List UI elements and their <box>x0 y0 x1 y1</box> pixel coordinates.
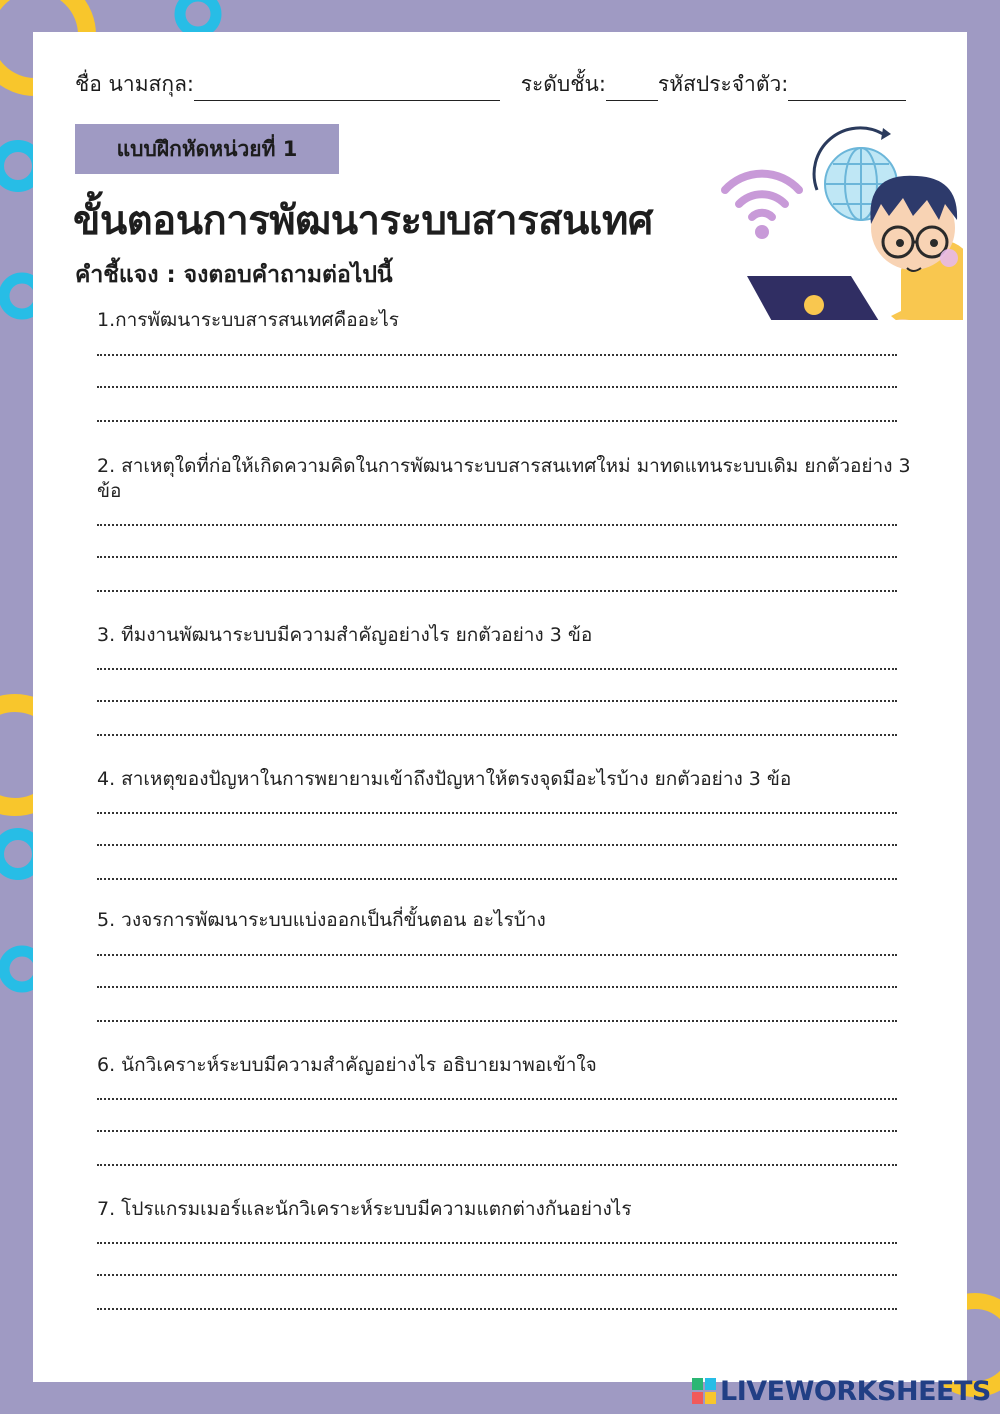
answer-line[interactable] <box>97 1130 897 1132</box>
answer-line[interactable] <box>97 878 897 880</box>
question-2: 2. สาเหตุใดที่ก่อให้เกิดความคิดในการพัฒนาระบบสารสนเทศใหม่ มาทดแทนระบบเดิม ยกตัวอย่าง 3 ข้อ <box>97 455 911 502</box>
answer-line[interactable] <box>97 1242 897 1244</box>
answer-line[interactable] <box>97 354 897 356</box>
answer-line[interactable] <box>97 590 897 592</box>
question-7: 7. โปรแกรมเมอร์และนักวิเคราะห์ระบบมีความแตกต่างกันอย่างไร <box>97 1198 632 1220</box>
answer-line[interactable] <box>97 700 897 702</box>
answer-line[interactable] <box>97 812 897 814</box>
answer-line[interactable] <box>97 1308 897 1310</box>
answer-line[interactable] <box>97 556 897 558</box>
worksheet-page <box>33 32 967 1382</box>
id-label: รหัสประจำตัว: <box>657 72 789 96</box>
answer-line[interactable] <box>97 1098 897 1100</box>
question-4: 4. สาเหตุของปัญหาในการพยายามเข้าถึงปัญหาให้ตรงจุดมีอะไรบ้าง ยกตัวอย่าง 3 ข้อ <box>97 768 792 790</box>
answer-line[interactable] <box>97 986 897 988</box>
unit-badge: แบบฝึกหัดหน่วยที่ 1 <box>75 124 339 174</box>
answer-line[interactable] <box>97 954 897 956</box>
liveworksheets-logo-icon <box>692 1378 716 1404</box>
student-info-header <box>75 68 925 102</box>
answer-line[interactable] <box>97 734 897 736</box>
question-1: 1.การพัฒนาระบบสารสนเทศคืออะไร <box>97 309 400 331</box>
answer-line[interactable] <box>97 668 897 670</box>
answer-line[interactable] <box>97 420 897 422</box>
answer-line[interactable] <box>97 1274 897 1276</box>
answer-line[interactable] <box>97 844 897 846</box>
name-label: ชื่อ นามสกุล: <box>75 72 195 96</box>
wifi-icon <box>725 174 799 239</box>
instructions: คำชี้แจง : จงตอบคำถามต่อไปนี้ <box>75 262 393 288</box>
class-label: ระดับชั้น: <box>520 72 606 96</box>
question-3: 3. ทีมงานพัฒนาระบบมีความสำคัญอย่างไร ยกตัวอย่าง 3 ข้อ <box>97 624 593 646</box>
boy-illustration <box>713 120 963 320</box>
question-6: 6. นักวิเคราะห์ระบบมีความสำคัญอย่างไร อธิบายมาพอเข้าใจ <box>97 1054 597 1076</box>
answer-line[interactable] <box>97 1164 897 1166</box>
name-field[interactable] <box>194 78 500 101</box>
answer-line[interactable] <box>97 1020 897 1022</box>
answer-line[interactable] <box>97 524 897 526</box>
id-field[interactable] <box>788 78 906 101</box>
page-title: ขั้นตอนการพัฒนาระบบสารสนเทศ <box>73 198 653 244</box>
liveworksheets-logo[interactable] <box>692 1374 991 1408</box>
logo-text: LIVEWORKSHEETS <box>720 1375 991 1407</box>
answer-line[interactable] <box>97 386 897 388</box>
class-field[interactable] <box>606 78 658 101</box>
question-5: 5. วงจรการพัฒนาระบบแบ่งออกเป็นกี่ขั้นตอน อะไรบ้าง <box>97 909 546 931</box>
